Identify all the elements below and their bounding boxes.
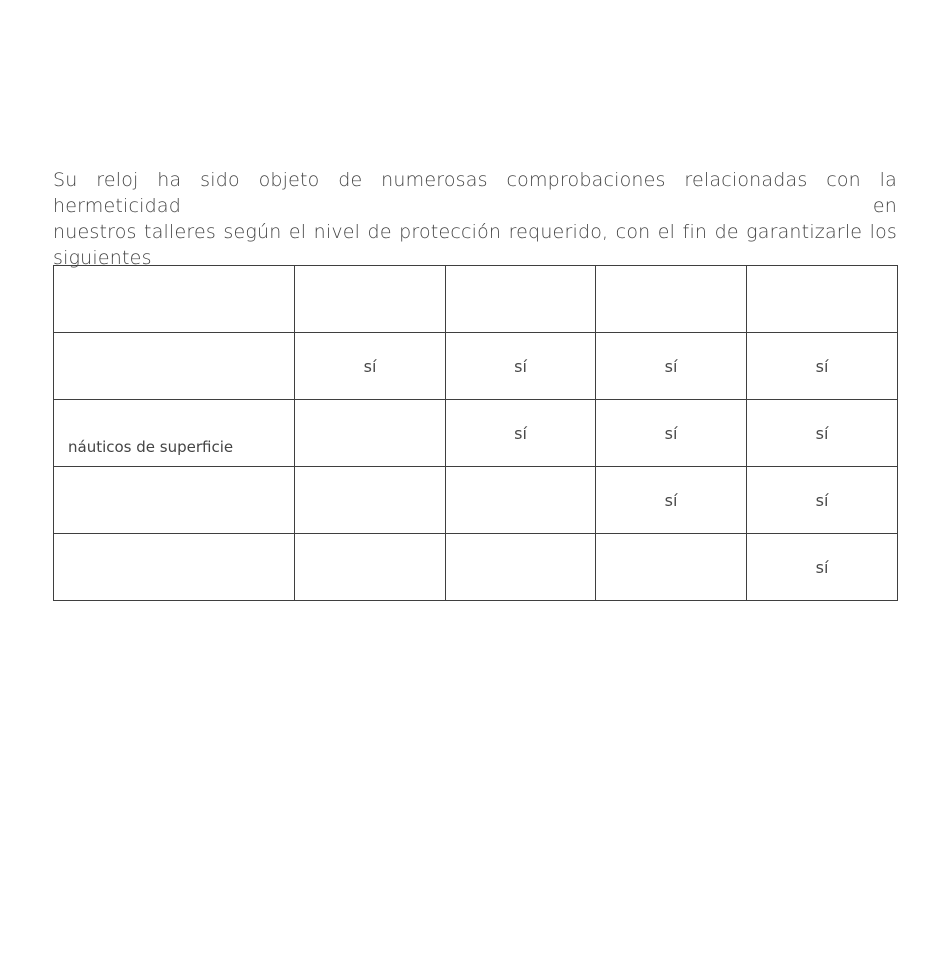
table-cell: sí bbox=[446, 400, 596, 467]
table-cell bbox=[446, 534, 596, 601]
table-cell bbox=[446, 467, 596, 534]
table-row bbox=[54, 400, 898, 467]
row-label bbox=[54, 467, 295, 534]
table-cell bbox=[295, 534, 446, 601]
table-cell bbox=[446, 266, 596, 333]
intro-line-1: Su reloj ha sido objeto de numerosas comprobaciones relacionadas con la hermeticidad en bbox=[53, 169, 897, 217]
table-cell bbox=[295, 400, 446, 467]
table-row bbox=[54, 333, 898, 400]
table-row bbox=[54, 266, 898, 333]
intro-line-2: nuestros talleres según el nivel de protección requerido, con el fin de garantizarle los siguientes bbox=[53, 221, 897, 269]
table-cell: sí bbox=[596, 400, 747, 467]
table-cell: sí bbox=[747, 467, 898, 534]
table-cell bbox=[747, 266, 898, 333]
table-cell: sí bbox=[295, 333, 446, 400]
table-row bbox=[54, 467, 898, 534]
table-cell: sí bbox=[596, 333, 747, 400]
table-cell bbox=[596, 534, 747, 601]
water-resistance-table bbox=[53, 265, 898, 601]
table-cell bbox=[596, 266, 747, 333]
intro-paragraph bbox=[53, 167, 897, 271]
table-cell: sí bbox=[747, 534, 898, 601]
table-cell: sí bbox=[596, 467, 747, 534]
table-cell: sí bbox=[446, 333, 596, 400]
table-cell: sí bbox=[747, 333, 898, 400]
row-label bbox=[54, 266, 295, 333]
row-label bbox=[54, 534, 295, 601]
row-label bbox=[54, 333, 295, 400]
table-cell bbox=[295, 467, 446, 534]
table-cell: sí bbox=[747, 400, 898, 467]
row-label: náuticos de superficie bbox=[54, 400, 295, 467]
table-row bbox=[54, 534, 898, 601]
table-cell bbox=[295, 266, 446, 333]
